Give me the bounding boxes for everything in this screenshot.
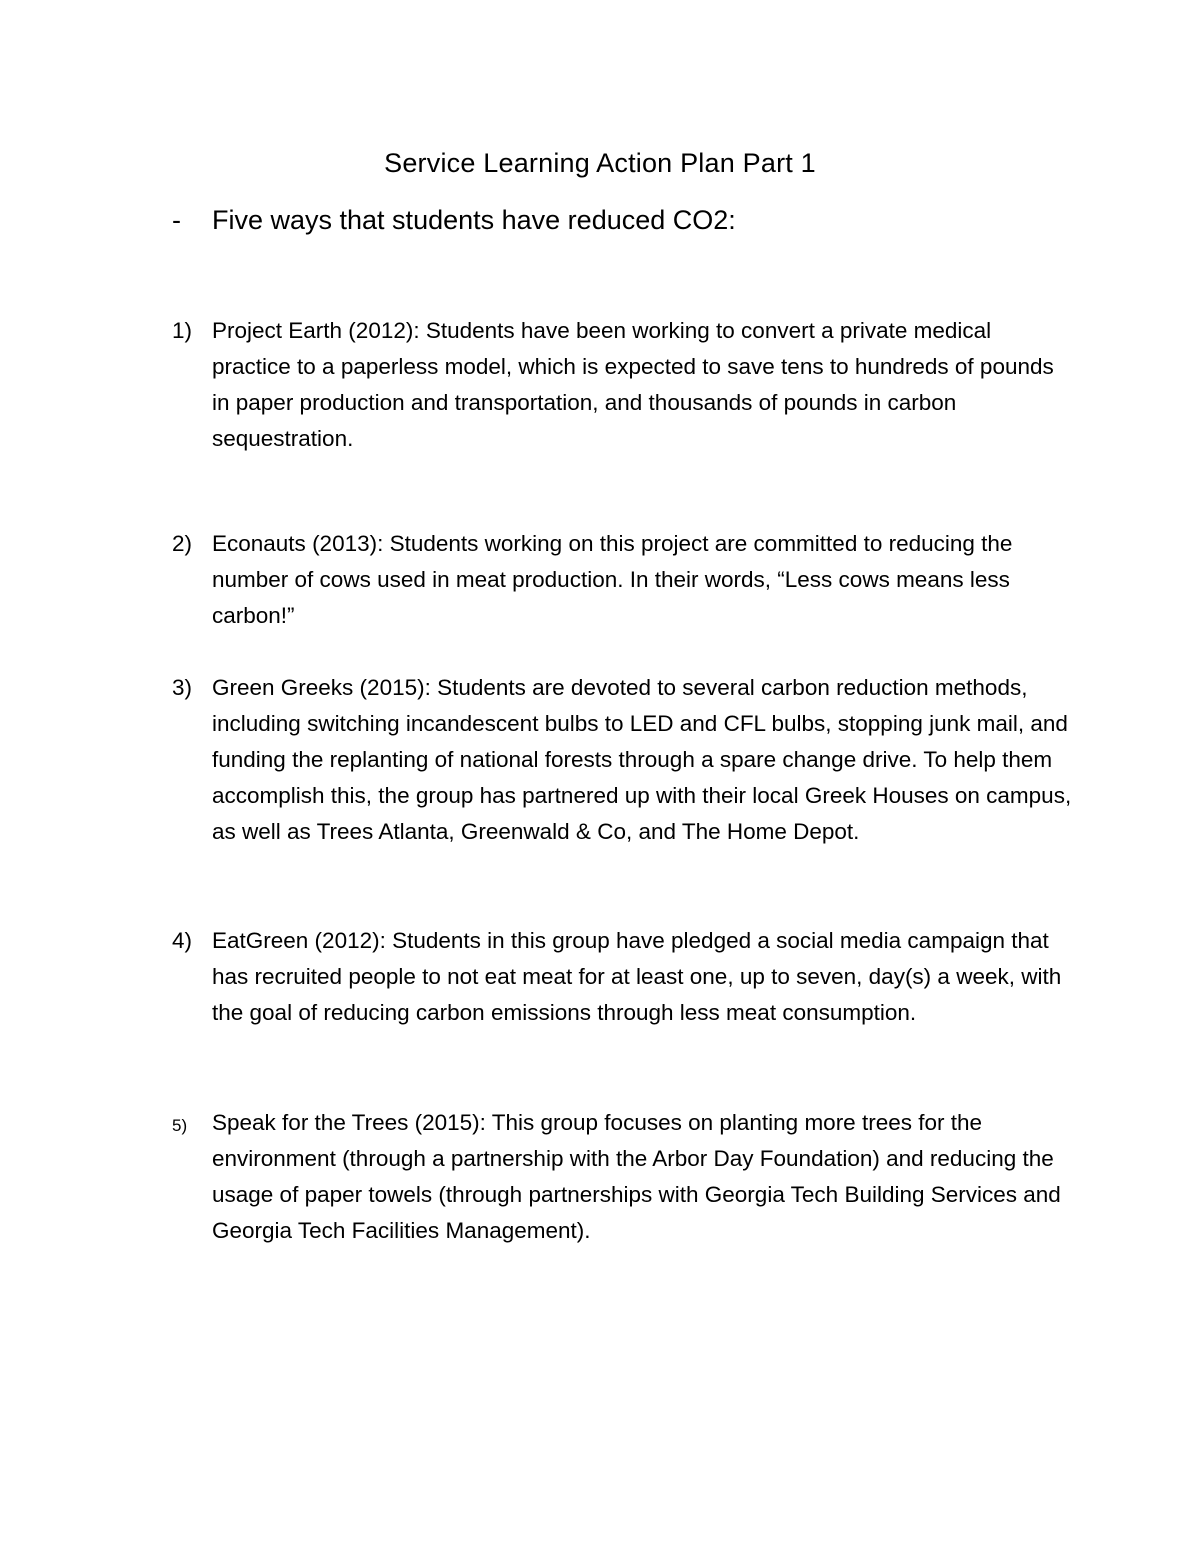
intro-bullet-text: Five ways that students have reduced CO2: <box>212 205 736 235</box>
list-item-number: 2) <box>172 531 193 556</box>
intro-bullet <box>172 202 736 238</box>
list-item <box>172 313 1072 457</box>
list-item <box>172 526 1072 634</box>
list-item-number: 3) <box>172 675 193 700</box>
list-item-text: Econauts (2013): Students working on this project are committed to reducing the number of cows used in meat production. In their words, “Less cows means less carbon!” <box>212 531 1013 628</box>
list-item-text: Speak for the Trees (2015): This group focuses on planting more trees for the environment (through a partnership with the Arbor Day Foundation) and reducing the usage of paper towels (through partnerships with Georgia Tech Building Services and Georgia Tech Facilities Management). <box>212 1110 1061 1243</box>
list-item-text: Project Earth (2012): Students have been working to convert a private medical practice to a paperless model, which is expected to save tens to hundreds of pounds in paper production and transportation, and thousands of pounds in carbon sequestration. <box>212 318 1054 451</box>
list-item <box>172 1105 1072 1249</box>
list-item <box>172 923 1072 1031</box>
list-item-number: 4) <box>172 928 193 953</box>
list-item <box>172 670 1072 850</box>
list-item-text: Green Greeks (2015): Students are devoted to several carbon reduction methods, including switching incandescent bulbs to LED and CFL bulbs, stopping junk mail, and funding the replanting of national forests through a spare change drive. To help them accomplish this, the group has partnered up with their local Greek Houses on campus, as well as Trees Atlanta, Greenwald & Co, and The Home Depot. <box>212 675 1072 844</box>
list-item-number: 5) <box>172 1116 188 1135</box>
page-title: Service Learning Action Plan Part 1 <box>384 148 816 178</box>
list-item-text: EatGreen (2012): Students in this group have pledged a social media campaign that has recruited people to not eat meat for at least one, up to seven, day(s) a week, with the goal of reducing carbon emissions through less meat consumption. <box>212 928 1062 1025</box>
dash-marker: - <box>172 205 181 235</box>
list-item-number: 1) <box>172 318 193 343</box>
